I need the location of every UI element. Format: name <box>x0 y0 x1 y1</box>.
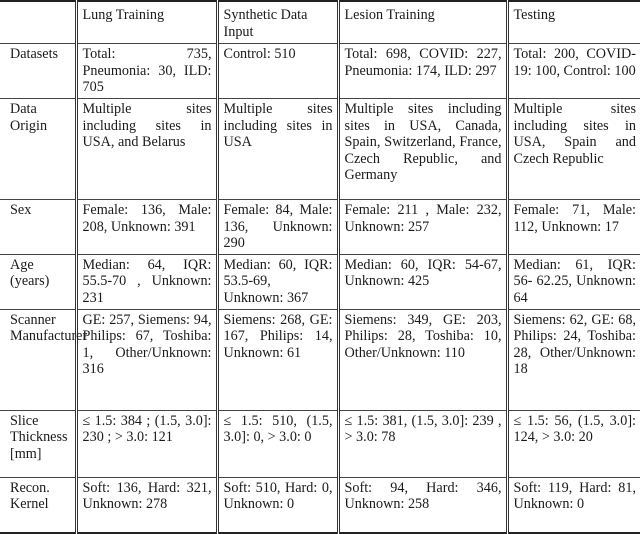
cell-lesion-training: ≤ 1.5: 381, (1.5, 3.0]: 239 , > 3.0: 78 <box>338 410 507 477</box>
row-label: Age (years) <box>0 254 76 309</box>
header-lesion-training: Lesion Training <box>338 1 507 44</box>
cell-testing: Soft: 119, Hard: 81, Unknown: 0 <box>507 477 640 533</box>
cell-lung-training: Soft: 136, Hard: 321, Unknown: 278 <box>76 477 217 533</box>
table-row-sex <box>0 200 640 255</box>
table-row-slice-thickness <box>0 410 640 477</box>
table-row-recon-kernel <box>0 477 640 533</box>
table-row-scanner-manufacturer <box>0 309 640 410</box>
cell-testing: Median: 61, IQR: 56- 62.25, Unknown: 64 <box>507 254 640 309</box>
header-row <box>0 1 640 44</box>
cell-testing: Total: 200, COVID-19: 100, Control: 100 <box>507 44 640 99</box>
header-corner <box>0 1 76 44</box>
cell-testing: Female: 71, Male: 112, Unknown: 17 <box>507 200 640 255</box>
cell-synthetic-data-input: Median: 60, IQR: 53.5-69, Unknown: 367 <box>217 254 338 309</box>
row-label: Recon. Kernel <box>0 477 76 533</box>
cell-synthetic-data-input: ≤ 1.5: 510, (1.5, 3.0]: 0, > 3.0: 0 <box>217 410 338 477</box>
cell-lung-training: Total: 735, Pneumonia: 30, ILD: 705 <box>76 44 217 99</box>
cell-lung-training: Median: 64, IQR: 55.5-70 , Unknown: 231 <box>76 254 217 309</box>
cell-testing: Multiple sites including sites in USA, Spain and Czech Republic <box>507 99 640 200</box>
cell-synthetic-data-input: Female: 84, Male: 136, Unknown: 290 <box>217 200 338 255</box>
row-label: Slice Thickness [mm] <box>0 410 76 477</box>
cell-lesion-training: Soft: 94, Hard: 346, Unknown: 258 <box>338 477 507 533</box>
cell-testing: Siemens: 62, GE: 68, Philips: 24, Toshiba: 28, Other/Unknown: 18 <box>507 309 640 410</box>
row-label: Datasets <box>0 44 76 99</box>
header-synthetic-data-input: Synthetic Data Input <box>217 1 338 44</box>
cell-lung-training: Female: 136, Male: 208, Unknown: 391 <box>76 200 217 255</box>
cell-lesion-training: Siemens: 349, GE: 203, Philips: 28, Toshiba: 10, Other/Unknown: 110 <box>338 309 507 410</box>
cell-lung-training: Multiple sites including sites in USA, and Belarus <box>76 99 217 200</box>
table-row-data-origin <box>0 99 640 200</box>
cell-synthetic-data-input: Multiple sites including sites in USA <box>217 99 338 200</box>
cell-lesion-training: Female: 211 , Male: 232, Unknown: 257 <box>338 200 507 255</box>
cell-lesion-training: Multiple sites including sites in USA, Canada, Spain, Switzerland, France, Czech Republic, and Germany <box>338 99 507 200</box>
row-label: Data Origin <box>0 99 76 200</box>
table-row-age <box>0 254 640 309</box>
cell-synthetic-data-input: Siemens: 268, GE: 167, Philips: 14, Unknown: 61 <box>217 309 338 410</box>
row-label: Sex <box>0 200 76 255</box>
cell-synthetic-data-input: Soft: 510, Hard: 0, Unknown: 0 <box>217 477 338 533</box>
cell-synthetic-data-input: Control: 510 <box>217 44 338 99</box>
header-testing: Testing <box>507 1 640 44</box>
cell-lesion-training: Total: 698, COVID: 227, Pneumonia: 174, ILD: 297 <box>338 44 507 99</box>
header-lung-training: Lung Training <box>76 1 217 44</box>
row-label: Scanner Manufacturer <box>0 309 76 410</box>
cell-testing: ≤ 1.5: 56, (1.5, 3.0]: 124, > 3.0: 20 <box>507 410 640 477</box>
cell-lesion-training: Median: 60, IQR: 54-67, Unknown: 425 <box>338 254 507 309</box>
table-row-datasets <box>0 44 640 99</box>
cell-lung-training: ≤ 1.5: 384 ; (1.5, 3.0]: 230 ; > 3.0: 121 <box>76 410 217 477</box>
cell-lung-training: GE: 257, Siemens: 94, Philips: 67, Toshiba: 1, Other/Unknown: 316 <box>76 309 217 410</box>
